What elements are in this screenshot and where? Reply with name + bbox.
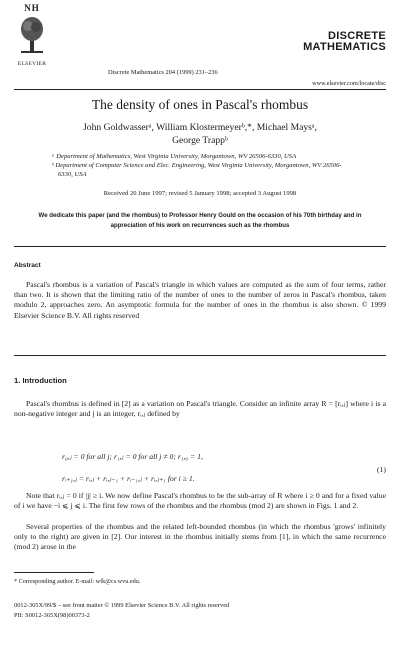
journal-name	[303, 31, 386, 53]
dedication: We dedicate this paper (and the rhombus) to Professor Henry Gould on the occasion of his 70th birthday and in appreciation of his work on recurrences such as the rhombus	[38, 212, 362, 229]
journal-url[interactable]: www.elsevier.com/locate/disc	[312, 80, 386, 87]
section-heading: 1. Introduction	[14, 376, 67, 385]
copyright-line: 0012-365X/99/$ – see front matter © 1999 Elsevier Science B.V. All rights reserved	[14, 602, 230, 609]
journal-name-line2: MATHEMATICS	[303, 41, 386, 53]
publisher-name: ELSEVIER	[17, 61, 47, 67]
corresponding-author-footnote: * Corresponding author. E-mail: wfk@cs.wvu.edu.	[14, 578, 141, 585]
equation-number: (1)	[377, 465, 386, 474]
author-list	[40, 121, 360, 147]
affiliation-a: ᵃ Department of Mathematics, West Virginia University, Morgantown, WV 26506-6330, USA	[52, 153, 297, 160]
equation-line-1: r₀,ⱼ = 0 for all j; r₁,ⱼ = 0 for all j ≠ 0; r₁,₀ = 1,	[62, 452, 203, 461]
abstract-top-rule	[14, 246, 386, 247]
received-dates: Received 20 June 1997; revised 5 January 1998; accepted 3 August 1998	[103, 190, 297, 197]
journal-reference: Discrete Mathematics 204 (1999) 231–236	[108, 69, 218, 76]
abstract-text: Pascal's rhombus is a variation of Pascal's triangle in which values are computed as the sum of four terms, rather than two. It is shown that the limiting ratio of the number of ones to the number of zeros in Pascal's rhombus, taken modulo 2, approaches zero. An asymptotic formula for the number of ones in the rhombus is also shown. © 1999 Elsevier Science B.V. All rights reserved	[14, 280, 386, 320]
authors-line2: George Trappᵇ	[172, 135, 228, 146]
elsevier-tree-icon	[19, 15, 45, 55]
publisher-mark: NH	[24, 3, 40, 13]
footnote-rule	[14, 572, 94, 573]
affiliations	[52, 153, 352, 179]
abstract-bottom-rule	[14, 355, 386, 356]
abstract-heading: Abstract	[14, 262, 41, 269]
intro-paragraph-3: Several properties of the rhombus and the related left-bounded rhombus (in which the rhombus 'grows' infinitely only to the right) are given in [2]. Our interest in the rhombus initially stems from [1], in which the same recurrence (mod 2) arose in the	[14, 522, 386, 552]
authors-line1: John Goldwasserᵃ, William Klostermeyerᵇ,*, Michael Maysᵃ,	[83, 122, 317, 133]
header-rule	[14, 89, 386, 90]
equation-line-2: rᵢ₊₁,ⱼ = rᵢ,ⱼ + rᵢ,ⱼ₋₁ + rᵢ₋₁,ⱼ + rᵢ,ⱼ₊₁ for i ≥ 1.	[62, 474, 195, 483]
affiliation-b: ᵇ Department of Computer Science and Elec. Engineering, West Virginia University, Morgantown, WV 26506-6330, USA	[52, 161, 342, 178]
pii-line: PII: S0012-365X(98)00373-2	[14, 612, 90, 619]
journal-name-line1: DISCRETE	[327, 30, 386, 42]
intro-paragraph-2: Note that rᵢ,ⱼ = 0 if |j| ≥ i. We now define Pascal's rhombus to be the sub-array of R where i ≥ 0 and for a fixed value of i we have −i ⩽ j ⩽ i. The first few rows of the rhombus and the rhombus (mod 2) are shown in Figs. 1 and 2.	[14, 491, 386, 511]
elsevier-logo	[14, 4, 50, 67]
article-title: The density of ones in Pascal's rhombus	[91, 97, 309, 112]
intro-paragraph-1: Pascal's rhombus is defined in [2] as a variation on Pascal's triangle. Consider an infinite array R = [rᵢ,ⱼ] where i is a non-negative integer and j is an integer, rᵢ,ⱼ defined by	[14, 399, 386, 419]
